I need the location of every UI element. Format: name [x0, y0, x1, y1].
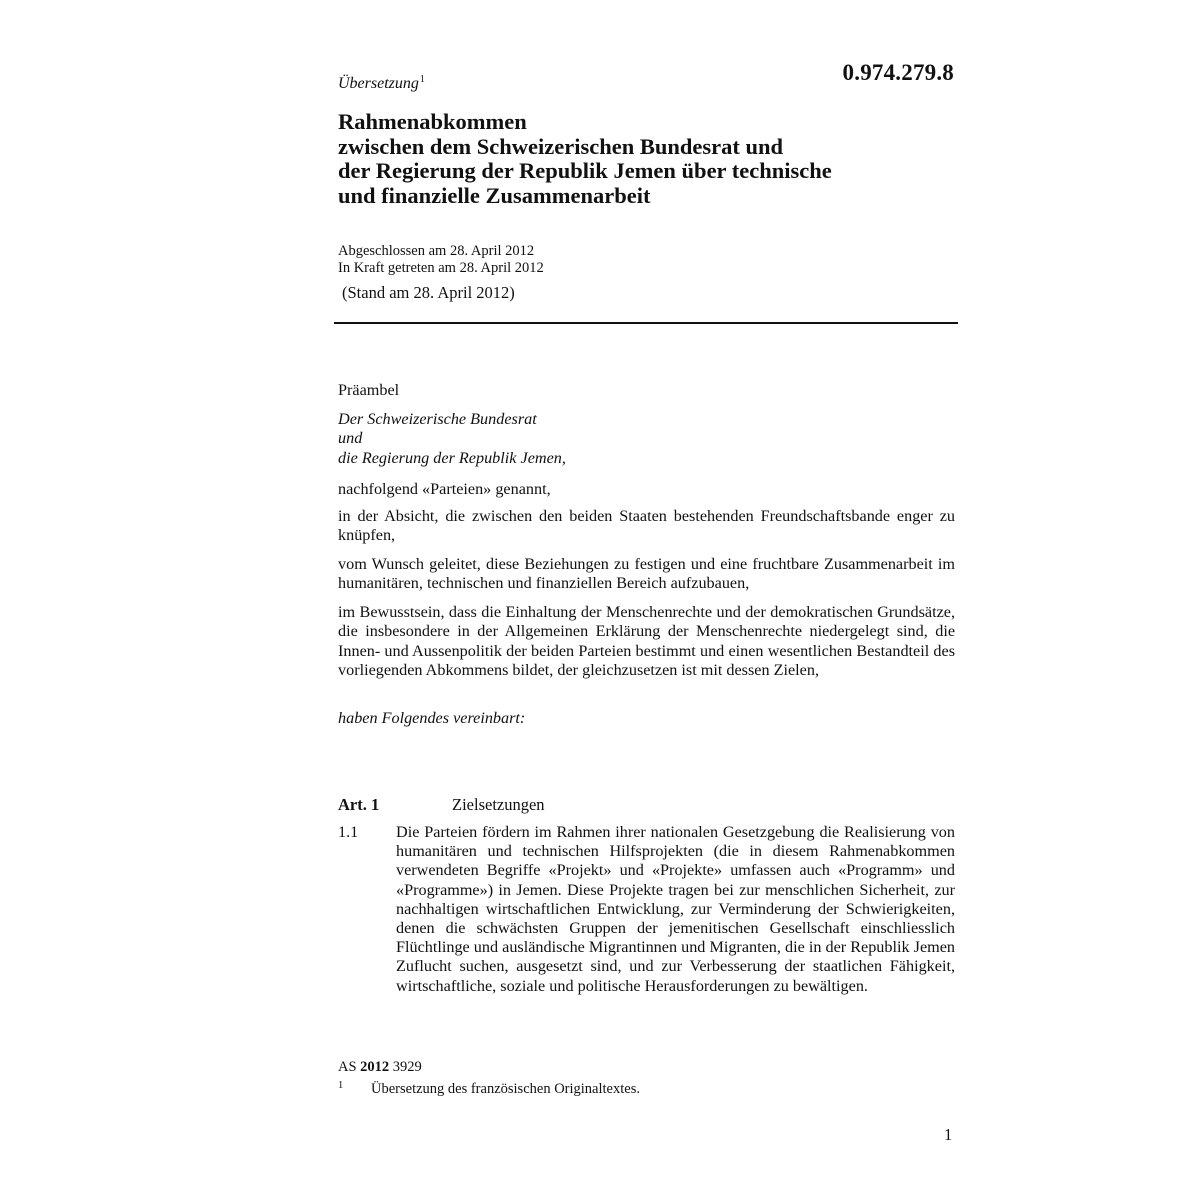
document-title	[338, 110, 958, 208]
title-line: der Regierung der Republik Jemen über technische	[338, 158, 832, 183]
translation-footnote-mark[interactable]: 1	[419, 74, 425, 85]
preamble-parties: Der Schweizerische Bundesrat und die Regierung der Republik Jemen,	[338, 410, 566, 467]
paragraph-text: Die Parteien fördern im Rahmen ihrer nationalen Gesetzgebung die Realisierung von humanitären und technischen Hilfsprojekten (die in diesem Rahmenabkommen verwendeten Begriffe «Projekt» und «Projekte» umfassen auch «Programm» und «Programme») in Jemen. Diese Projekte tragen bei zur menschlichen Sicherheit, zur nachhaltigen wirtschaftlichen Entwicklung, zur Verminderung der Schwierigkeiten, denen die schwächsten Gruppen der jemenitischen Gesellschaft einschliesslich Flüchtlinge und ausländische Migrantinnen und Migranten, die in der Republik Jemen Zuflucht suchen, ausgesetzt sind, und zur Verbesserung der staatlichen Fähigkeit, wirtschaftliche, soziale und politische Herausforderungen zu bewältigen.	[396, 823, 955, 995]
title-line: und finanzielle Zusammenarbeit	[338, 182, 651, 208]
header-divider	[334, 322, 958, 324]
translation-label	[338, 74, 425, 93]
preamble-paragraph: in der Absicht, die zwischen den beiden Staaten bestehenden Freundschaftsbande enger zu knüpfen,	[338, 507, 955, 545]
concluded-date: Abgeschlossen am 28. April 2012	[338, 243, 535, 259]
as-page: 3929	[392, 1059, 422, 1075]
as-year: 2012	[360, 1059, 390, 1075]
sr-number: 0.974.279.8	[842, 60, 954, 85]
page-number: 1	[944, 1125, 953, 1144]
preamble-closing: haben Folgendes vereinbart:	[338, 709, 526, 727]
title-line: zwischen dem Schweizerischen Bundesrat und	[338, 133, 784, 159]
article-title: Zielsetzungen	[452, 795, 545, 814]
footnote-text: Übersetzung des französischen Originaltextes.	[371, 1081, 640, 1097]
as-prefix: AS	[338, 1059, 357, 1075]
title-line: Rahmenabkommen	[338, 109, 527, 134]
preamble-paragraph: nachfolgend «Parteien» genannt,	[338, 480, 551, 498]
paragraph-number: 1.1	[338, 823, 359, 841]
preamble-heading: Präambel	[338, 381, 400, 399]
article-number: Art. 1	[338, 795, 380, 814]
in-force-date: In Kraft getreten am 28. April 2012	[338, 259, 544, 276]
preamble-paragraph: im Bewusstsein, dass die Einhaltung der Menschenrechte und der demokratischen Grundsätze, die insbesondere in der Allgemeinen Erklärung der Menschenrechte niedergelegt sind, die Innen- und Aussenpolitik der beiden Parteien bestimmt und einen wesentlichen Bestandteil des vorliegenden Abkommens bildet, der gleichzusetzen ist mit dessen Zielen,	[338, 603, 955, 679]
as-reference	[338, 1059, 422, 1076]
status-date: (Stand am 28. April 2012)	[342, 283, 515, 302]
dates-block	[338, 243, 544, 276]
article-heading	[338, 795, 545, 815]
translation-label-text: Übersetzung	[338, 75, 419, 92]
preamble-paragraph: vom Wunsch geleitet, diese Beziehungen zu festigen und eine fruchtbare Zusammenarbeit im humanitären, technischen und finanziellen Bereich aufzubauen,	[338, 555, 955, 593]
footnote-mark: 1	[338, 1080, 344, 1091]
